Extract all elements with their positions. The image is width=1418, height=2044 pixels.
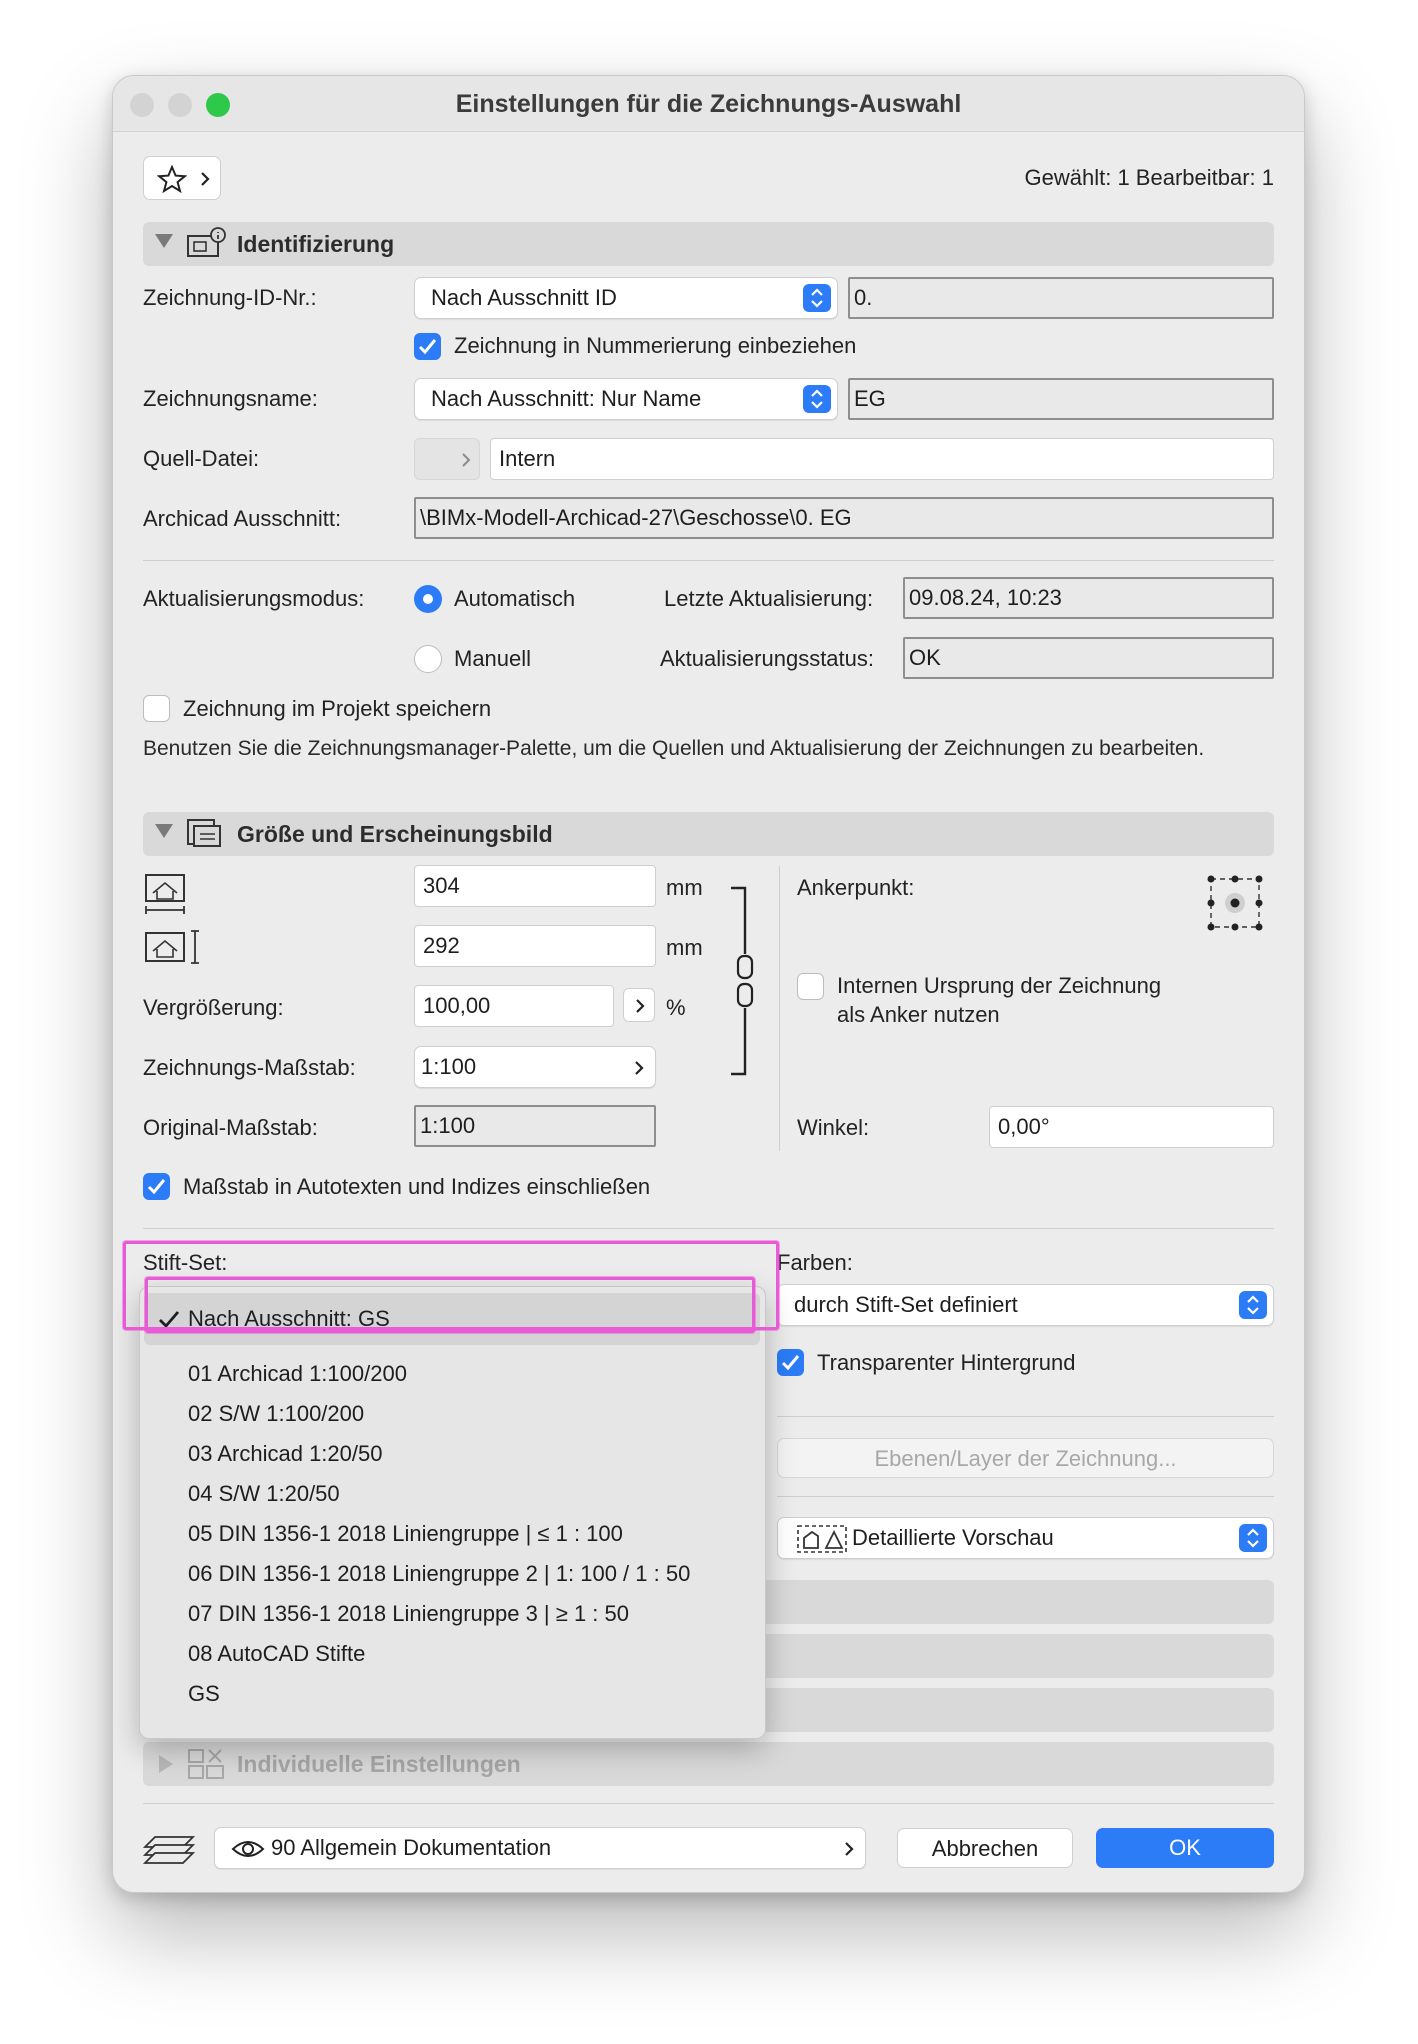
select-stepper-icon: [1239, 1524, 1267, 1552]
select-stepper-icon: [803, 385, 831, 413]
drawing-id-mode-value: Nach Ausschnitt ID: [431, 285, 617, 310]
preview-select[interactable]: [777, 1517, 1274, 1559]
separator: [143, 560, 1274, 561]
selection-info: Gewählt: 1 Bearbeitbar: 1: [1024, 165, 1274, 190]
angle-label: Winkel:: [797, 1115, 870, 1140]
update-mode-label: Aktualisierungsmodus:: [143, 586, 365, 611]
colors-select[interactable]: [777, 1284, 1274, 1326]
menu-item-label: Nach Ausschnitt: GS: [188, 1306, 390, 1331]
drawing-id-field[interactable]: 0.: [848, 277, 1274, 319]
include-scale-label: Maßstab in Autotexten und Indizes einschließen: [183, 1174, 651, 1199]
drawing-id-mode-select[interactable]: [414, 277, 838, 319]
magnification-label: Vergrößerung:: [143, 995, 284, 1020]
drawing-appearance-icon: [185, 816, 229, 850]
individual-settings-icon: [185, 1746, 229, 1780]
section-title: Größe und Erscheinungsbild: [237, 821, 553, 847]
drawing-layers-button[interactable]: Ebenen/Layer der Zeichnung...: [777, 1438, 1274, 1478]
annotation-highlight-inner: [145, 1277, 755, 1333]
menu-item[interactable]: 07 DIN 1356-1 2018 Liniengruppe 3 | ≥ 1 : 50: [188, 1601, 629, 1626]
anchor-point-grid-icon[interactable]: [1203, 871, 1267, 935]
separator: [143, 1803, 1274, 1804]
internal-origin-checkbox[interactable]: [797, 973, 824, 1000]
menu-item[interactable]: 08 AutoCAD Stifte: [188, 1641, 366, 1666]
cancel-button[interactable]: Abbrechen: [897, 1828, 1073, 1868]
height-input[interactable]: 292: [414, 925, 656, 967]
select-stepper-icon: [1239, 1291, 1267, 1319]
pen-set-label: Stift-Set:: [143, 1250, 228, 1275]
angle-input[interactable]: 0,00°: [989, 1106, 1274, 1148]
update-auto-radio[interactable]: [414, 585, 442, 613]
colors-value: durch Stift-Set definiert: [794, 1292, 1018, 1317]
chevron-right-icon: [634, 998, 646, 1014]
magnification-input[interactable]: 100,00: [414, 985, 614, 1027]
ok-button[interactable]: OK: [1096, 1828, 1274, 1868]
original-scale-field: 1:100: [414, 1105, 656, 1147]
store-in-project-label: Zeichnung im Projekt speichern: [183, 696, 492, 721]
transparent-background-label: Transparenter Hintergrund: [817, 1350, 1076, 1375]
section-title: Identifizierung: [237, 231, 395, 257]
transparent-background-checkbox[interactable]: [777, 1349, 804, 1376]
section-title: Individuelle Einstellungen: [237, 1751, 521, 1777]
select-stepper-icon: [803, 284, 831, 312]
internal-origin-label-2: als Anker nutzen: [837, 1002, 1000, 1027]
drawing-scale-value: 1:100: [421, 1054, 477, 1079]
settings-dialog: [112, 75, 1305, 1893]
menu-item[interactable]: GS: [188, 1681, 220, 1706]
width-unit: mm: [666, 875, 703, 900]
update-status-field: OK: [903, 637, 1274, 679]
chevron-right-icon: [843, 1841, 855, 1857]
colors-label: Farben:: [777, 1250, 853, 1275]
drawing-name-mode-select[interactable]: [414, 378, 838, 420]
chevron-right-icon: [461, 452, 471, 468]
internal-origin-label-1: Internen Ursprung der Zeichnung: [837, 973, 1162, 998]
separator: [777, 1416, 1274, 1417]
menu-item[interactable]: 06 DIN 1356-1 2018 Liniengruppe 2 | 1: 100 / 1 : 50: [188, 1561, 691, 1586]
drawing-scale-label: Zeichnungs-Maßstab:: [143, 1055, 356, 1080]
menu-item[interactable]: 05 DIN 1356-1 2018 Liniengruppe | ≤ 1 : 100: [188, 1521, 623, 1546]
update-status-label: Aktualisierungsstatus:: [660, 646, 874, 671]
height-unit: mm: [666, 935, 703, 960]
drawing-id-label: Zeichnung-ID-Nr.:: [143, 285, 317, 310]
section-individual-settings[interactable]: [143, 1742, 1274, 1786]
include-numbering-checkbox[interactable]: [414, 333, 441, 360]
layer-combination-value: 90 Allgemein Dokumentation: [271, 1835, 552, 1860]
column-divider: [779, 866, 780, 1151]
include-numbering-label: Zeichnung in Nummerierung einbeziehen: [454, 333, 857, 358]
include-scale-checkbox[interactable]: [143, 1173, 170, 1200]
menu-item[interactable]: 01 Archicad 1:100/200: [188, 1361, 407, 1386]
source-file-browse-button[interactable]: [414, 438, 480, 480]
separator: [777, 1496, 1274, 1497]
original-scale-label: Original-Maßstab:: [143, 1115, 318, 1140]
drawing-id-icon: [185, 226, 229, 260]
drawing-height-icon: [143, 927, 203, 967]
layer-combination-select[interactable]: [214, 1827, 866, 1869]
star-icon: [157, 165, 187, 193]
chevron-right-icon: [633, 1060, 645, 1076]
view-label: Archicad Ausschnitt:: [143, 506, 342, 531]
favorites-button[interactable]: [143, 156, 221, 200]
layer-combination-icon: [143, 1833, 195, 1867]
view-path-field[interactable]: \BIMx-Modell-Archicad-27\Geschosse\0. EG: [414, 497, 1274, 539]
drawing-scale-select[interactable]: [414, 1046, 656, 1088]
disclosure-triangle-icon: [155, 234, 173, 248]
drawing-width-icon: [143, 871, 187, 915]
update-manual-label: Manuell: [454, 646, 532, 671]
anchor-label: Ankerpunkt:: [797, 875, 915, 900]
magnification-unit: %: [666, 995, 686, 1020]
section-identification[interactable]: [143, 222, 1274, 266]
separator: [143, 1228, 1274, 1229]
width-input[interactable]: 304: [414, 865, 656, 907]
source-file-label: Quell-Datei:: [143, 446, 260, 471]
title-bar: [113, 76, 1304, 132]
drawing-name-mode-value: Nach Ausschnitt: Nur Name: [431, 386, 702, 411]
menu-item[interactable]: 04 S/W 1:20/50: [188, 1481, 340, 1506]
drawing-name-field[interactable]: EG: [848, 378, 1274, 420]
last-update-field: 09.08.24, 10:23: [903, 577, 1274, 619]
eye-icon: [231, 1838, 265, 1860]
link-proportions-icon[interactable]: [727, 886, 755, 1076]
last-update-label: Letzte Aktualisierung:: [664, 586, 874, 611]
store-in-project-checkbox[interactable]: [143, 695, 170, 722]
disclosure-triangle-icon: [155, 824, 173, 838]
detailed-preview-icon: [796, 1524, 848, 1554]
pen-set-dropdown-menu: [139, 1286, 766, 1739]
update-manual-radio[interactable]: [414, 645, 442, 673]
section-size-appearance[interactable]: [143, 812, 1274, 856]
info-text: Benutzen Sie die Zeichnungsmanager-Palette, um die Quellen und Aktualisierung der Zeichnungen zu bearbeiten.: [143, 737, 1205, 760]
menu-item[interactable]: 03 Archicad 1:20/50: [188, 1441, 383, 1466]
disclosure-triangle-icon: [159, 1755, 173, 1773]
window-title: Einstellungen für die Zeichnungs-Auswahl: [455, 90, 962, 118]
magnification-menu-button[interactable]: [623, 988, 655, 1022]
drawing-name-label: Zeichnungsname:: [143, 386, 318, 411]
preview-value: Detaillierte Vorschau: [852, 1525, 1054, 1550]
update-auto-label: Automatisch: [454, 586, 576, 611]
source-file-field[interactable]: Intern: [490, 438, 1274, 480]
chevron-right-icon: [199, 171, 211, 187]
menu-item[interactable]: 02 S/W 1:100/200: [188, 1401, 365, 1426]
